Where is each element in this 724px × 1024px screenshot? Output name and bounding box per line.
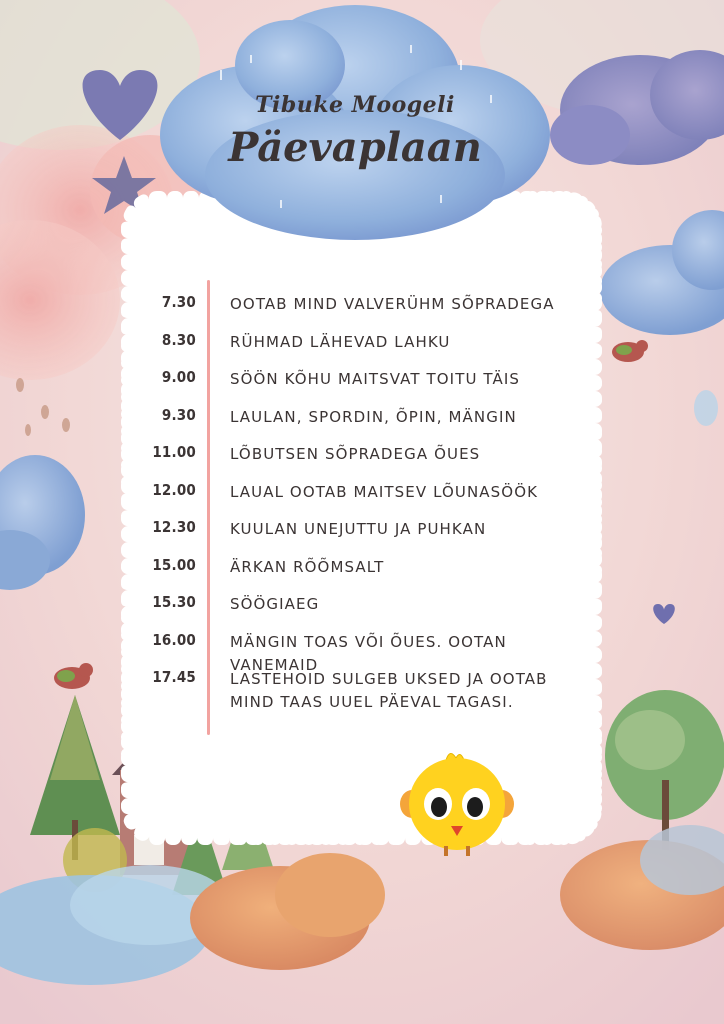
schedule-activity: RÜHMAD LÄHEVAD LAHKU <box>230 332 451 351</box>
schedule-row <box>140 593 610 631</box>
schedule-row <box>140 481 610 519</box>
schedule-time: 9.30 <box>161 405 196 424</box>
schedule-row <box>140 331 610 369</box>
chick-icon <box>398 746 516 858</box>
schedule-activity: ÄRKAN RÕÕMSALT <box>230 557 385 576</box>
schedule-row <box>140 443 610 481</box>
schedule-activity: MÄNGIN TOAS VÕI ÕUES. OOTAN VANEMAID <box>230 632 507 674</box>
schedule-row <box>140 630 610 674</box>
schedule-activity: OOTAB MIND VALVERÜHM SÕPRADEGA <box>230 295 555 313</box>
schedule-time: 12.00 <box>152 480 196 499</box>
schedule-time: 15.00 <box>152 555 196 574</box>
schedule-activity: KUULAN UNEJUTTU JA PUHKAN <box>230 520 487 538</box>
schedule-time: 8.30 <box>161 330 196 349</box>
page-title: Päevaplaan <box>228 124 482 171</box>
schedule-activity: LASTEHOID SULGEB UKSED JA OOTAB MIND TAAS UUEL PÄEVAL TAGASI. <box>230 670 548 711</box>
schedule-row <box>140 668 610 728</box>
schedule-activity: LÕBUTSEN SÕPRADEGA ÕUES <box>230 445 481 463</box>
schedule-time: 16.00 <box>152 630 196 649</box>
schedule-row <box>140 556 610 594</box>
schedule-activity: SÖÖGIAEG <box>230 595 320 613</box>
header-cloud <box>160 0 550 245</box>
schedule-time: 11.00 <box>152 443 196 461</box>
schedule-time: 7.30 <box>161 293 196 311</box>
schedule-list <box>140 293 610 728</box>
schedule-row <box>140 406 610 444</box>
schedule-time: 15.30 <box>152 593 196 611</box>
schedule-row <box>140 293 610 331</box>
schedule-row <box>140 368 610 406</box>
schedule-row <box>140 518 610 556</box>
schedule-time: 17.45 <box>152 668 196 686</box>
schedule-time: 9.00 <box>161 368 196 386</box>
schedule-activity: LAULAN, SPORDIN, ÕPIN, MÄNGIN <box>230 407 517 426</box>
schedule-activity: LAUAL OOTAB MAITSEV LÕUNASÖÖK <box>230 482 539 501</box>
schedule-time: 12.30 <box>152 518 196 536</box>
schedule-activity: SÖÖN KÕHU MAITSVAT TOITU TÄIS <box>230 370 521 388</box>
title-line1: Tibuke Moogeli <box>255 92 455 118</box>
